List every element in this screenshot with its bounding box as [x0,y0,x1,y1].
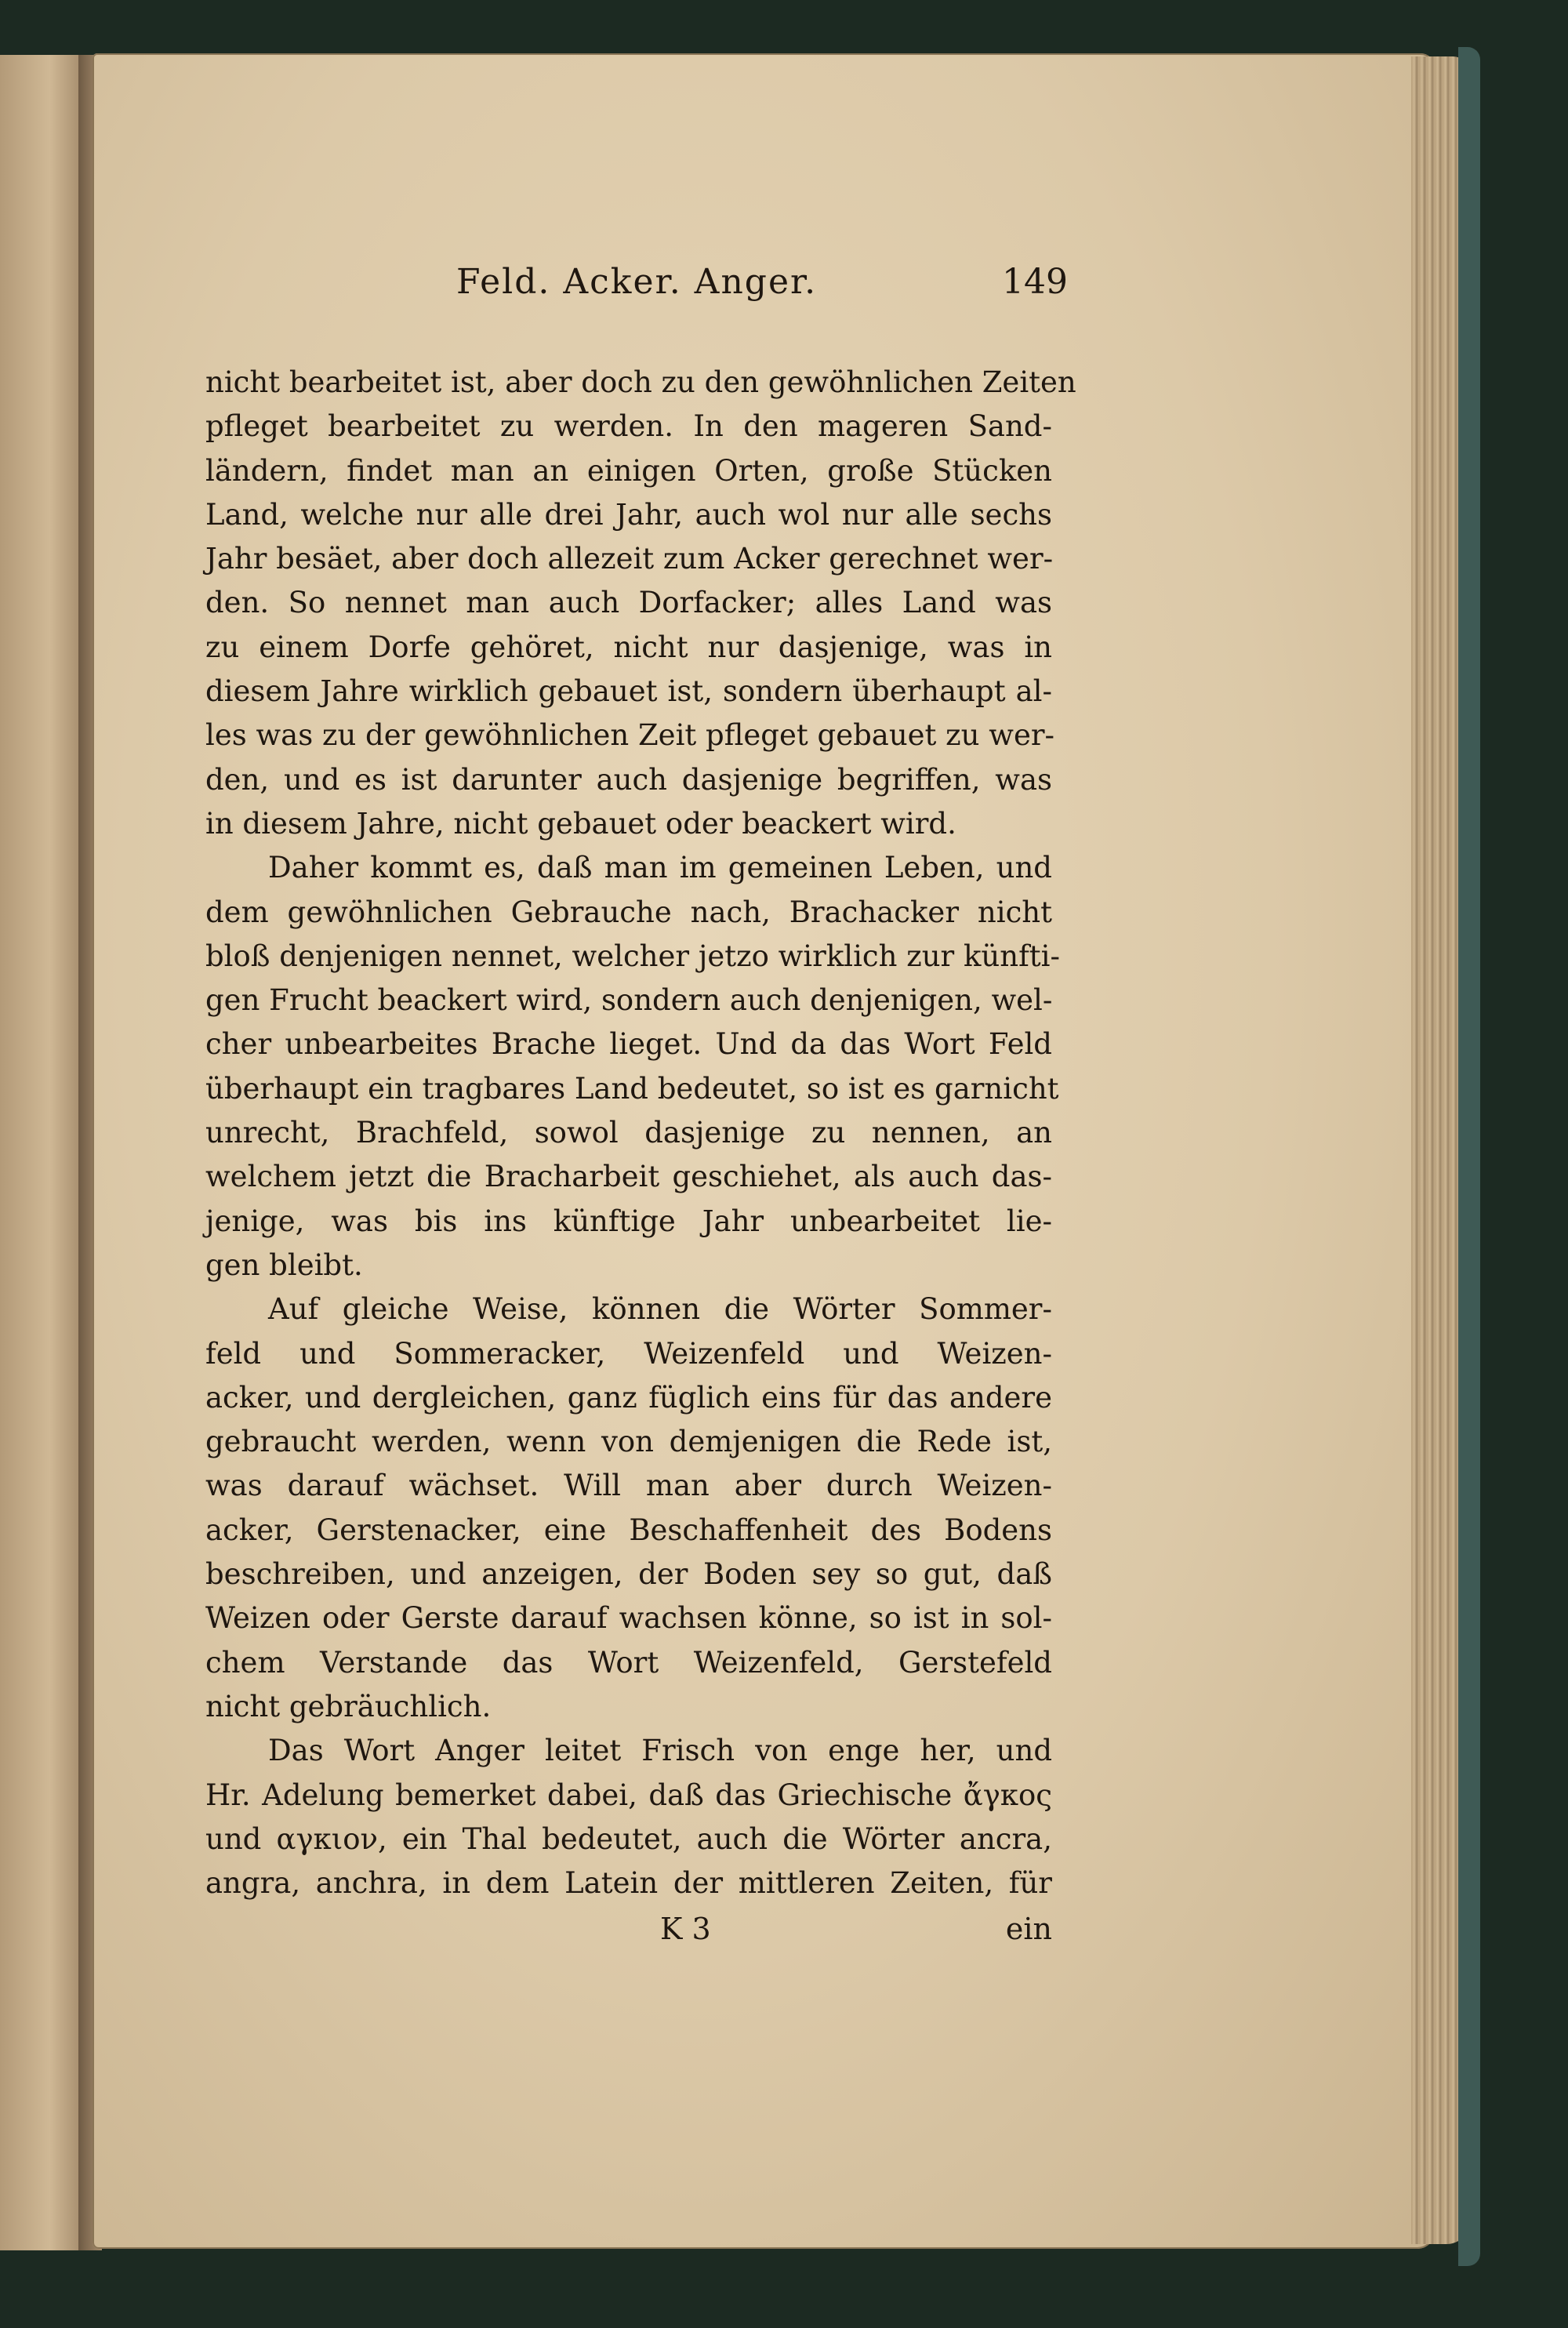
text-line: jenige, was bis ins künftige Jahr unbearbeitet lie- [205,1204,1052,1238]
text-line: in diesem Jahre, nicht gebauet oder beackert wird. [205,806,956,841]
text-line: beschreiben, und anzeigen, der Boden sey so gut, daß [205,1557,1052,1592]
text-line: les was zu der gewöhnlichen Zeit pfleget gebauet zu wer- [205,718,1055,753]
text-line: chem Verstande das Wort Weizenfeld, Gerstefeld [205,1645,1052,1680]
text-line: ländern, findet man an einigen Orten, große Stücken [205,453,1052,488]
text-line: Land, welche nur alle drei Jahr, auch wol nur alle sechs [205,497,1052,532]
text-line: nicht bearbeitet ist, aber doch zu den gewöhnlichen Zeiten [205,365,1076,399]
book-cover-edge [1458,47,1480,2266]
text-line: Das Wort Anger leitet Frisch von enge her, und [268,1734,1052,1768]
text-line: gen Frucht beackert wird, sondern auch denjenigen, wel- [205,983,1053,1018]
text-line: dem gewöhnlichen Gebrauche nach, Brachacker nicht [205,895,1052,929]
signature-mark: K 3 [660,1912,711,1947]
body-text [205,361,1076,1905]
text-line: unrecht, Brachfeld, sowol dasjenige zu nennen, an [205,1116,1052,1150]
text-line: Daher kommt es, daß man im gemeinen Leben, und [268,851,1052,885]
text-line: Jahr besäet, aber doch allezeit zum Acker gerechnet wer- [205,542,1054,576]
text-line: acker, Gerstenacker, eine Beschaffenheit des Bodens [205,1513,1052,1547]
page-number: 149 [1002,262,1068,302]
text-line: Weizen oder Gerste darauf wachsen könne, so ist in sol- [205,1601,1052,1636]
text-line: pfleget bearbeitet zu werden. In den mageren Sand- [205,409,1052,444]
text-line: was darauf wächset. Will man aber durch Weizen- [205,1469,1052,1503]
text-line: angra, anchra, in dem Latein der mittleren Zeiten, für [205,1866,1052,1901]
text-line: welchem jetzt die Bracharbeit geschiehet, als auch das- [205,1160,1052,1194]
text-line: den. So nennet man auch Dorfacker; alles Land was [205,586,1052,620]
left-page-edge [0,55,90,2250]
running-head: Feld. Acker. Anger. [456,262,818,302]
text-line: acker, und dergleichen, ganz füglich eins für das andere [205,1380,1052,1415]
page-footer [205,1907,1052,1954]
page-text [205,257,1076,1954]
text-line: den, und es ist darunter auch dasjenige begriffen, was [205,762,1052,797]
text-line: feld und Sommeracker, Weizenfeld und Weizen- [205,1336,1052,1371]
text-line: überhaupt ein tragbares Land bedeutet, so ist es garnicht [205,1071,1059,1106]
text-line: bloß denjenigen nennet, welcher jetzo wirklich zur künfti- [205,939,1060,973]
text-line: diesem Jahre wirklich gebauet ist, sondern überhaupt al- [205,674,1052,709]
text-line: Auf gleiche Weise, können die Wörter Sommer- [268,1292,1052,1327]
text-line: Hr. Adelung bemerket dabei, daß das Griechische ἄγκος [205,1778,1052,1812]
catchword: ein [1005,1912,1052,1947]
text-line: gen bleibt. [205,1248,363,1282]
text-line: nicht gebräuchlich. [205,1689,492,1723]
text-line: cher unbearbeites Brache lieget. Und da das Wort Feld [205,1027,1052,1062]
text-line: und αγκιον, ein Thal bedeutet, auch die Wörter ancra, [205,1821,1052,1856]
text-line: zu einem Dorfe gehöret, nicht nur dasjenige, was in [205,630,1052,664]
text-line: gebraucht werden, wenn von demjenigen die Rede ist, [205,1425,1052,1459]
page-header [205,257,1068,320]
